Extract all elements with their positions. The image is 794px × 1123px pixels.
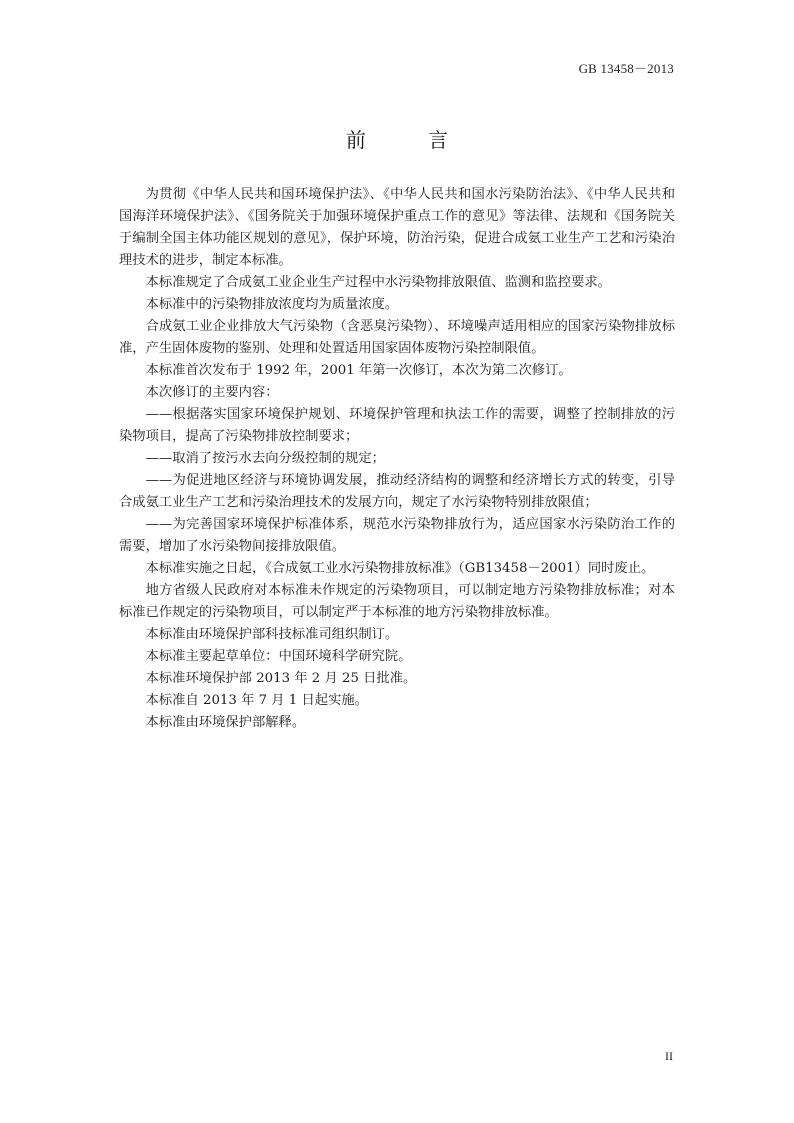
paragraph-history: 本标准首次发布于 1992 年，2001 年第一次修订，本次为第二次修订。 [145,363,572,378]
revision-item: ——为促进地区经济与环境协调发展，推动经济结构的调整和经济增长方式的转变，引导合成氨工业生产工艺和污染治理技术的发展方向，规定了水污染物特别排放限值； [119,473,675,510]
paragraph-effective: 本标准自 2013 年 7 月 1 日起实施。 [145,693,368,708]
paragraph-scope: 本标准规定了合成氨工业企业生产过程中水污染物排放限值、监测和监控要求。 [145,275,611,290]
page-number: II [665,1049,673,1063]
foreword-body [119,184,675,734]
paragraph-purpose: 为贯彻《中华人民共和国环境保护法》、《中华人民共和国水污染防治法》、《中华人民共和国海洋环境保护法》、《国务院关于加强环境保护重点工作的意见》等法律、法规和《国务院关于编制全国主体功能区规划的意见》，保护环境，防治污染，促进合成氨工业生产工艺和污染治理技术的进步，制定本标准。 [119,187,675,268]
paragraph-local-standards: 地方省级人民政府对本标准未作规定的污染物项目，可以制定地方污染物排放标准；对本标准已作规定的污染物项目，可以制定严于本标准的地方污染物排放标准。 [119,583,675,620]
standard-code: GB 13458－2013 [578,61,674,76]
paragraph-organizer: 本标准由环境保护部科技标准司组织制订。 [145,627,399,642]
paragraph-drafter: 本标准主要起草单位：中国环境科学研究院。 [145,649,412,664]
paragraph-approval: 本标准环境保护部 2013 年 2 月 25 日批准。 [145,671,417,686]
revision-item: ——为完善国家环境保护标准体系，规范水污染物排放行为，适应国家水污染防治工作的需要，增加了水污染物间接排放限值。 [119,517,675,554]
revision-item: ——取消了按污水去向分级控制的规定； [145,451,385,466]
paragraph-other-pollutants: 合成氨工业企业排放大气污染物（含恶臭污染物）、环境噪声适用相应的国家污染物排放标准，产生固体废物的鉴别、处理和处置适用国家固体废物污染控制限值。 [119,319,675,356]
paragraph-supersede: 本标准实施之日起，《合成氨工业水污染物排放标准》（GB13458－2001）同时废止。 [145,561,655,576]
paragraph-revision-intro: 本次修订的主要内容： [145,385,279,400]
paragraph-concentration: 本标准中的污染物排放浓度均为质量浓度。 [145,297,399,312]
page-title: 前 言 [345,128,477,152]
revision-item: ——根据落实国家环境保护规划、环境保护管理和执法工作的需要，调整了控制排放的污染物项目，提高了污染物排放控制要求； [119,407,675,444]
paragraph-interpretation: 本标准由环境保护部解释。 [145,715,306,730]
